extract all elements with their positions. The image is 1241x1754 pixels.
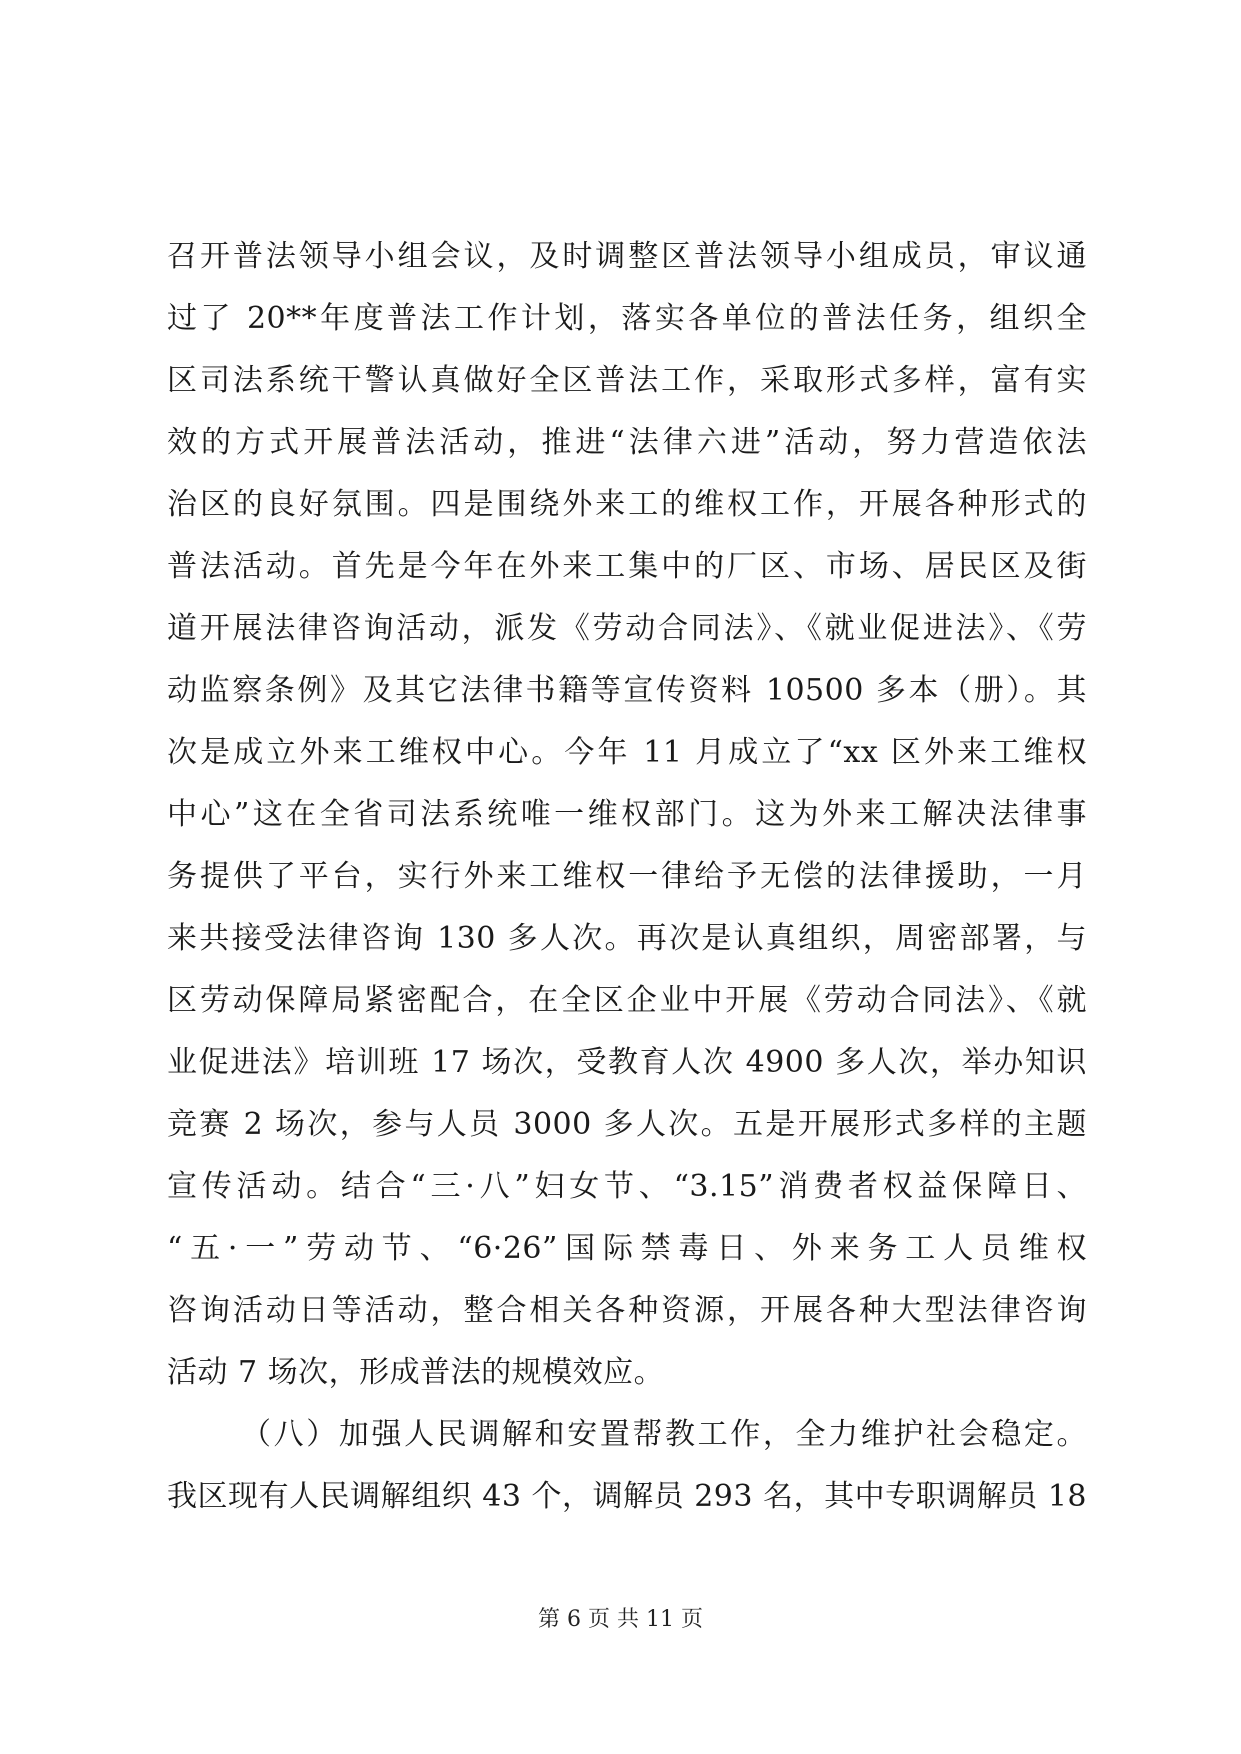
text-line: 区劳动保障局紧密配合，在全区企业中开展《劳动合同法》、《就 (167, 983, 1087, 1018)
text-line: 竞赛 2 场次，参与人员 3000 多人次。五是开展形式多样的主题 (167, 1107, 1087, 1142)
text-line: 效的方式开展普法活动，推进“法律六进”活动，努力营造依法 (167, 425, 1087, 460)
text-line: 我区现有人民调解组织 43 个，调解员 293 名，其中专职调解员 18 (167, 1479, 1087, 1514)
text-line: 动监察条例》及其它法律书籍等宣传资料 10500 多本（册）。其 (167, 673, 1087, 708)
text-line: 区司法系统干警认真做好全区普法工作，采取形式多样，富有实 (167, 363, 1087, 398)
text-line: 来共接受法律咨询 130 多人次。再次是认真组织，周密部署，与 (167, 921, 1087, 956)
text-line: 普法活动。首先是今年在外来工集中的厂区、市场、居民区及街 (167, 549, 1087, 584)
text-line: 中心”这在全省司法系统唯一维权部门。这为外来工解决法律事 (167, 797, 1087, 832)
body-text (167, 226, 1087, 1528)
text-line: 过了 20**年度普法工作计划，落实各单位的普法任务，组织全 (167, 301, 1087, 336)
text-line: 召开普法领导小组会议，及时调整区普法领导小组成员，审议通 (167, 239, 1087, 274)
text-line: 业促进法》培训班 17 场次，受教育人次 4900 多人次，举办知识 (167, 1045, 1087, 1080)
page-number-footer: 第 6 页 共 11 页 (538, 1607, 703, 1632)
text-line: 宣传活动。结合“三·八”妇女节、“3.15”消费者权益保障日、 (167, 1169, 1087, 1204)
text-line: 道开展法律咨询活动，派发《劳动合同法》、《就业促进法》、《劳 (167, 611, 1087, 646)
text-line: “五·一”劳动节、“6·26”国际禁毒日、外来务工人员维权 (167, 1231, 1087, 1266)
text-line: 次是成立外来工维权中心。今年 11 月成立了“xx 区外来工维权 (167, 735, 1087, 770)
text-line: 务提供了平台，实行外来工维权一律给予无偿的法律援助，一月 (167, 859, 1087, 894)
paragraph-end-line: 活动 7 场次，形成普法的规模效应。 (167, 1355, 665, 1390)
section-heading-line: （八）加强人民调解和安置帮教工作，全力维护社会稳定。 (241, 1417, 1087, 1452)
text-line: 治区的良好氛围。四是围绕外来工的维权工作，开展各种形式的 (167, 487, 1087, 522)
text-line: 咨询活动日等活动，整合相关各种资源，开展各种大型法律咨询 (167, 1293, 1087, 1328)
